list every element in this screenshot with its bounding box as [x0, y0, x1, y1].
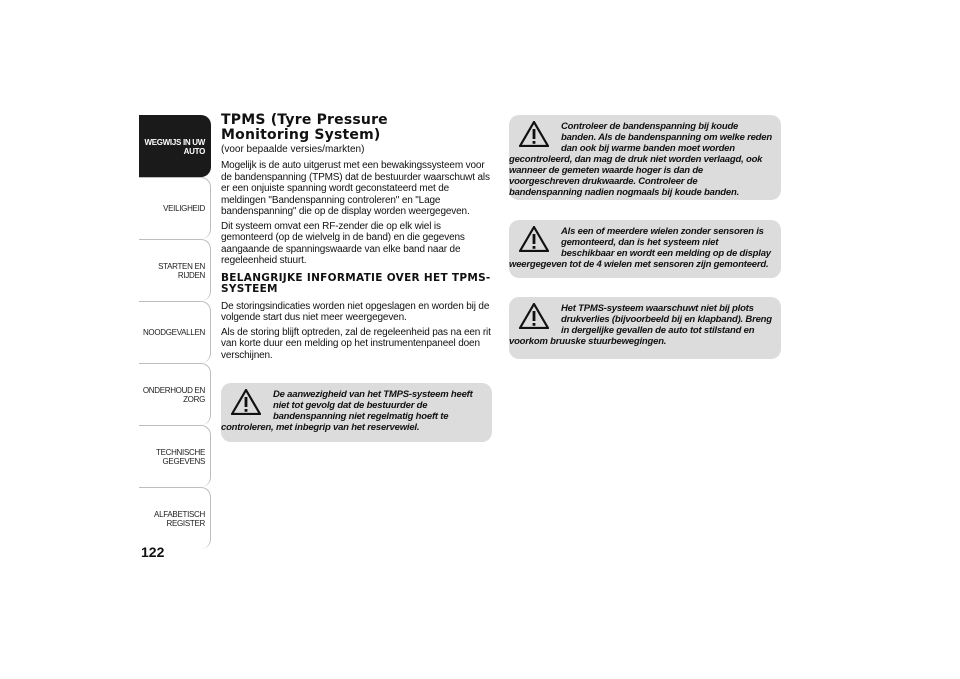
paragraph-intro: Mogelijk is de auto uitgerust met een bewakingssysteem voor de bandenspanning (TPMS) dat de bestuurder waarschuwt als er een onjuiste spanning wordt geconstateerd met de meldingen "Bandenspanning controleren" en "Lage bandenspanning" die op de display worden weergegeven. [221, 160, 490, 217]
tab-veiligheid[interactable]: VEILIGHEID [139, 177, 211, 239]
subtitle: (voor bepaalde versies/markten) [221, 144, 365, 155]
tab-technische-gegevens[interactable]: TECHNISCHE GEGEVENS [139, 425, 211, 487]
warning-box [509, 297, 781, 359]
section-heading: BELANGRIJKE INFORMATIE OVER HET TPMS-SYSTEEM [221, 271, 491, 295]
tab-wegwijs-in-uw-auto[interactable]: WEGWIJS IN UW AUTO [139, 115, 211, 177]
tab-alfabetisch-register[interactable]: ALFABETISCH REGISTER [139, 487, 211, 549]
paragraph-fault-indication: De storingsindicaties worden niet opgeslagen en worden bij de volgende start dus niet meer weergegeven. [221, 300, 490, 323]
warning-box [221, 383, 492, 442]
page-number: 122 [141, 544, 165, 560]
paragraph-rf-sender: Dit systeem omvat een RF-zender die op elk wiel is gemonteerd (op de wielvelg in de band) en die gegevens aangaande de spanningswaarde van elke band naar de regeleenheid stuurt. [221, 220, 465, 266]
page-title [221, 113, 491, 143]
paragraph-fault-persistent: Als de storing blijft optreden, zal de regeleenheid pas na een rit van korte duur een melding op het instrumentenpaneel doen verschijnen. [221, 326, 491, 361]
warning-text: Het TPMS-systeem waarschuwt niet bij plots drukverlies (bijvoorbeeld bij en klapband). Breng in dergelijke gevallen de auto tot stilstand en voorkom bruuske stuurbewegingen. [509, 303, 772, 347]
title-line-2: Monitoring System) [221, 127, 381, 143]
title-line-1: TPMS (Tyre Pressure [221, 112, 388, 128]
tab-starten-en-rijden[interactable]: STARTEN EN RIJDEN [139, 239, 211, 301]
warning-text: Controleer de bandenspanning bij koude banden. Als de bandenspanning om welke reden dan ook bij warme banden moet worden gecontroleerd, dan mag de druk niet worden verlaagd, ook wanneer de gemeten waarde hoger is dan de voorgeschreven drukwaarde. Controleer de bandenspanning nadien nogmaals bij koude banden. [509, 121, 772, 198]
main-content [221, 113, 491, 364]
warning-triangle-icon [519, 121, 549, 147]
warning-triangle-icon [231, 389, 261, 415]
warning-triangle-icon [519, 303, 549, 329]
tab-noodgevallen[interactable]: NOODGEVALLEN [139, 301, 211, 363]
warning-box [509, 220, 781, 278]
warning-triangle-icon [519, 226, 549, 252]
warning-text: Als een of meerdere wielen zonder sensoren is gemonteerd, dan is het systeem niet beschikbaar en wordt een melding op de display weergegeven tot de 4 wielen met sensoren zijn gemonteerd. [509, 226, 771, 270]
warning-box [509, 115, 781, 200]
warning-text: De aanwezigheid van het TMPS-systeem heeft niet tot gevolg dat de bestuurder de bandenspanning niet regelmatig hoeft te controleren, met inbegrip van het reservewiel. [221, 389, 473, 433]
tab-onderhoud-en-zorg[interactable]: ONDERHOUD EN ZORG [139, 363, 211, 425]
